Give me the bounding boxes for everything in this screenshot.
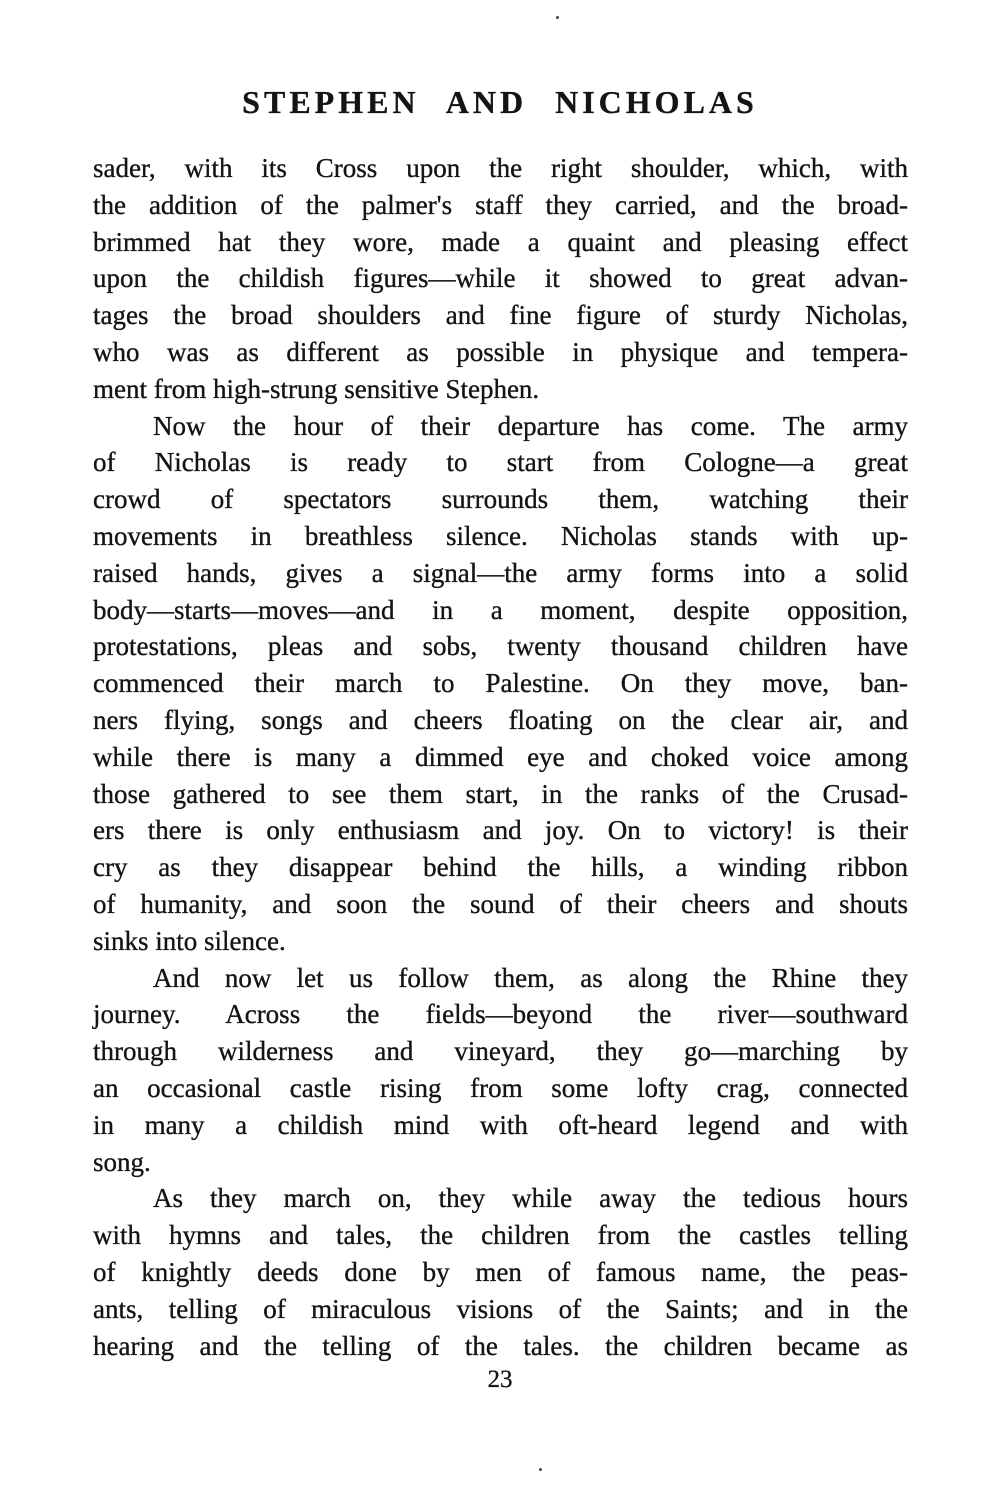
text-line: journey. Across the fields—beyond the river—southward xyxy=(93,999,908,1030)
text-line: Now the hour of their departure has come. The army xyxy=(153,410,908,441)
text-line: raised hands, gives a signal—the army forms into a solid xyxy=(93,557,908,588)
text-line: commenced their march to Palestine. On they move, ban- xyxy=(93,668,908,699)
scan-speck xyxy=(539,1468,542,1471)
text-line: through wilderness and vineyard, they go—marching by xyxy=(93,1036,908,1067)
text-line: ers there is only enthusiasm and joy. On to victory! is their xyxy=(93,815,908,846)
text-line: ment from high-strung sensitive Stephen. xyxy=(93,373,540,404)
text-line: body—starts—moves—and in a moment, despite opposition, xyxy=(93,594,908,625)
text-line: an occasional castle rising from some lofty crag, connected xyxy=(93,1072,908,1103)
text-line: song. xyxy=(93,1146,151,1177)
page-number: 23 xyxy=(487,1366,513,1393)
text-line: crowd of spectators surrounds them, watching their xyxy=(93,484,908,515)
text-line: those gathered to see them start, in the ranks of the Crusad- xyxy=(93,778,908,809)
text-line: of humanity, and soon the sound of their cheers and shouts xyxy=(93,888,908,919)
scan-speck xyxy=(556,16,559,19)
text-line: in many a childish mind with oft-heard legend and with xyxy=(93,1109,908,1140)
text-line: sinks into silence. xyxy=(93,925,286,956)
page-heading: STEPHEN AND NICHOLAS xyxy=(242,84,758,120)
text-line: brimmed hat they wore, made a quaint and pleasing effect xyxy=(93,226,908,257)
text-line: protestations, pleas and sobs, twenty thousand children have xyxy=(93,631,908,662)
page-body xyxy=(93,150,908,1364)
text-line: while there is many a dimmed eye and choked voice among xyxy=(93,741,908,772)
text-line: tages the broad shoulders and fine figure of sturdy Nicholas, xyxy=(93,300,908,331)
text-line: the addition of the palmer's staff they carried, and the broad- xyxy=(93,189,908,220)
text-line: ants, telling of miraculous visions of the Saints; and in the xyxy=(93,1293,908,1324)
text-line: And now let us follow them, as along the Rhine they xyxy=(153,962,908,993)
text-line: with hymns and tales, the children from the castles telling xyxy=(93,1220,908,1251)
text-line: of Nicholas is ready to start from Cologne—a great xyxy=(93,447,908,478)
text-line: upon the childish figures—while it showed to great advan- xyxy=(93,263,908,294)
text-line: who was as different as possible in physique and tempera- xyxy=(93,336,908,367)
text-line: ners flying, songs and cheers floating on the clear air, and xyxy=(93,704,908,735)
text-line: hearing and the telling of the tales. the children became as xyxy=(93,1330,908,1361)
text-line: sader, with its Cross upon the right shoulder, which, with xyxy=(93,153,908,183)
text-line: As they march on, they while away the tedious hours xyxy=(153,1183,908,1214)
text-line: movements in breathless silence. Nicholas stands with up- xyxy=(93,520,908,551)
text-line: of knightly deeds done by men of famous name, the peas- xyxy=(93,1256,908,1287)
text-line: cry as they disappear behind the hills, a winding ribbon xyxy=(93,852,908,883)
